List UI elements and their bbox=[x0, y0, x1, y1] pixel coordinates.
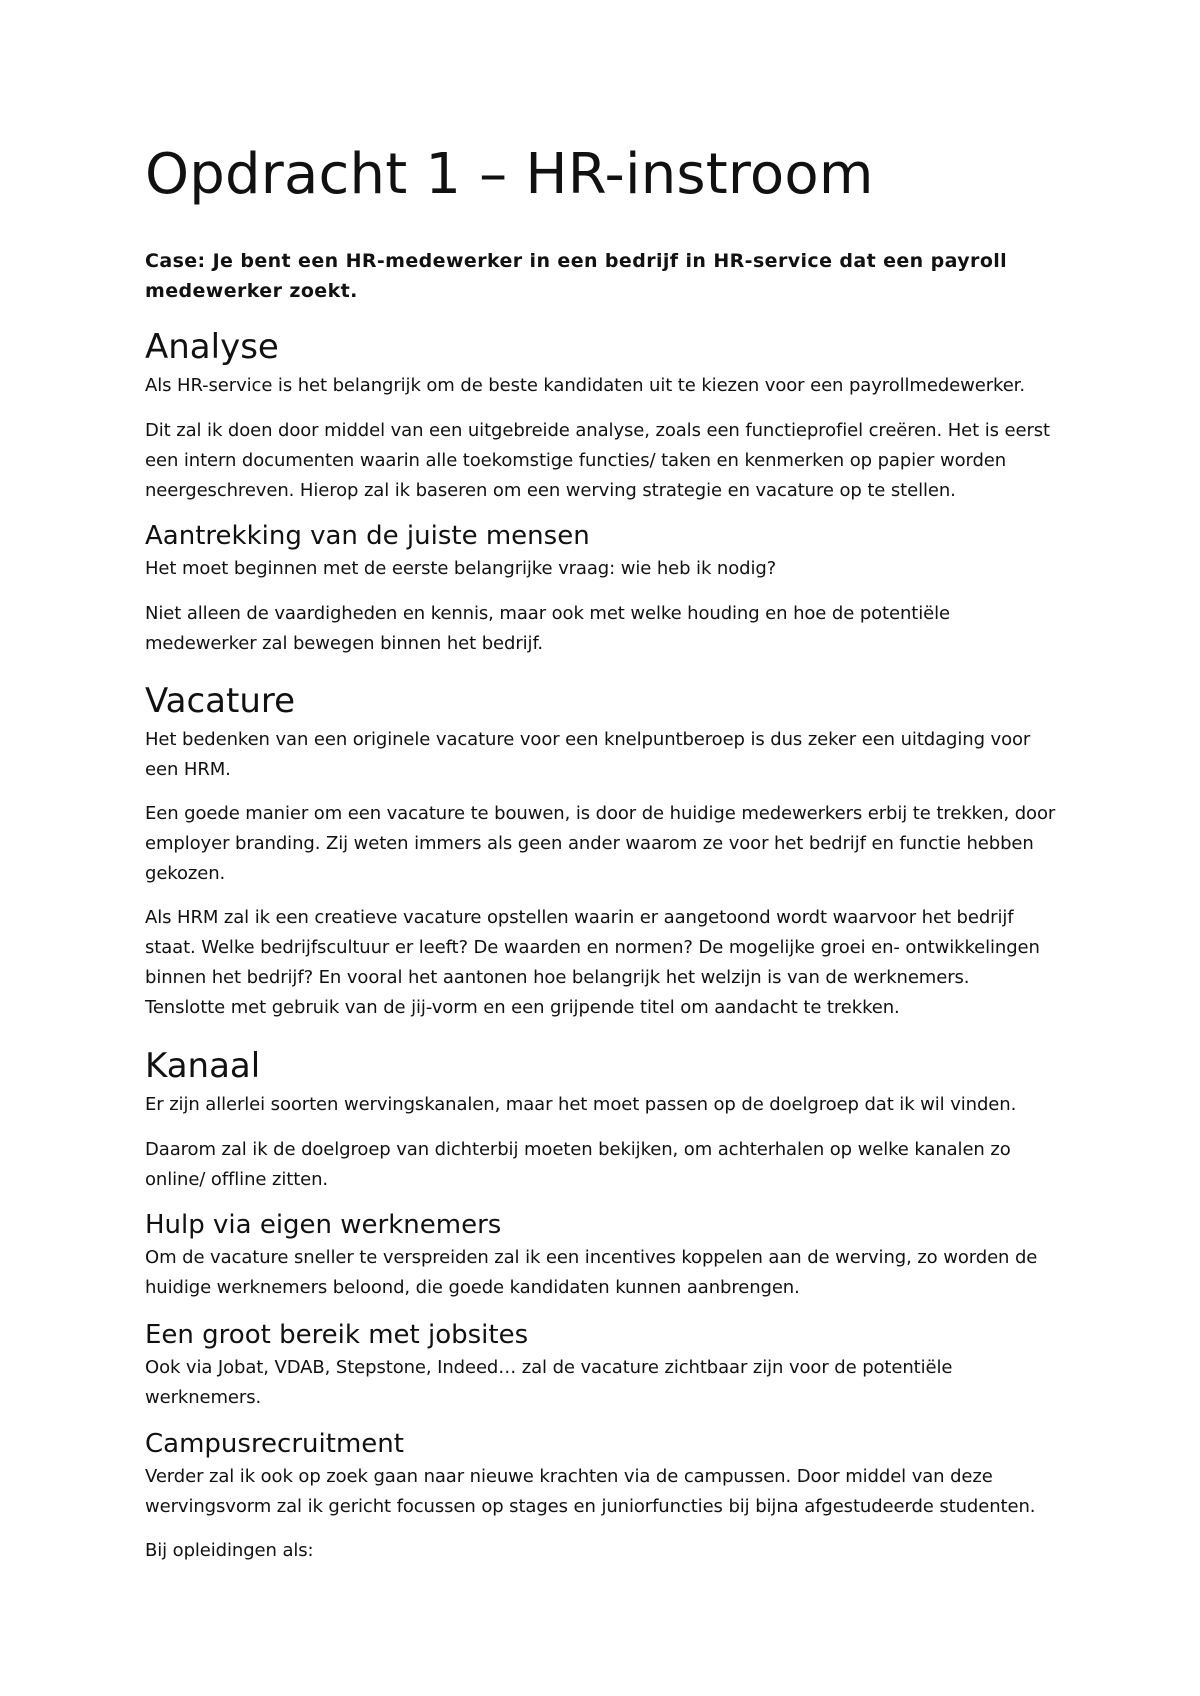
paragraph bbox=[145, 1135, 1075, 1195]
paragraph-line: Verder zal ik ook op zoek gaan naar nieuwe krachten via de campussen. Door middel van deze bbox=[145, 1466, 993, 1487]
paragraph bbox=[145, 371, 1075, 401]
case-line: Case: Je bent een HR-medewerker in een bedrijf in HR-service dat een payroll bbox=[145, 250, 1008, 272]
paragraph-line: staat. Welke bedrijfscultuur er leeft? De waarden en normen? De mogelijke groei en- ontwikkelingen bbox=[145, 937, 1040, 958]
paragraph bbox=[145, 1536, 1075, 1566]
paragraph bbox=[145, 554, 1075, 584]
paragraph-line: Er zijn allerlei soorten wervingskanalen, maar het moet passen op de doelgroep dat ik wil vinden. bbox=[145, 1094, 1017, 1115]
paragraph-line: Om de vacature sneller te verspreiden zal ik een incentives koppelen aan de werving, zo worden de bbox=[145, 1247, 1038, 1268]
section-heading-jobsites: Een groot bereik met jobsites bbox=[145, 1320, 529, 1350]
paragraph-line: werknemers. bbox=[145, 1387, 262, 1408]
paragraph-line: neergeschreven. Hierop zal ik baseren om een werving strategie en vacature op te stellen. bbox=[145, 480, 956, 501]
section-heading-aantrekking: Aantrekking van de juiste mensen bbox=[145, 521, 590, 551]
document-title: Opdracht 1 – HR-instroom bbox=[145, 142, 874, 207]
section-heading-kanaal: Kanaal bbox=[145, 1046, 261, 1086]
paragraph bbox=[145, 416, 1075, 506]
paragraph-line: binnen het bedrijf? En vooral het aantonen hoe belangrijk het welzijn is van de werknemers. bbox=[145, 967, 970, 988]
paragraph-line: Het moet beginnen met de eerste belangrijke vraag: wie heb ik nodig? bbox=[145, 558, 777, 579]
paragraph-line: Bij opleidingen als: bbox=[145, 1540, 314, 1561]
paragraph bbox=[145, 725, 1075, 785]
paragraph bbox=[145, 1243, 1075, 1303]
paragraph bbox=[145, 799, 1075, 889]
paragraph bbox=[145, 903, 1075, 1023]
section-heading-campusrecruitment: Campusrecruitment bbox=[145, 1429, 404, 1459]
paragraph bbox=[145, 1090, 1075, 1120]
paragraph-line: Het bedenken van een originele vacature voor een knelpuntberoep is dus zeker een uitdaging voor bbox=[145, 729, 1031, 750]
paragraph bbox=[145, 1353, 1075, 1413]
paragraph bbox=[145, 1462, 1075, 1522]
paragraph-line: een HRM. bbox=[145, 759, 231, 780]
paragraph-line: een intern documenten waarin alle toekomstige functies/ taken en kenmerken op papier worden bbox=[145, 450, 1007, 471]
case-line: medewerker zoekt. bbox=[145, 280, 358, 302]
paragraph-line: medewerker zal bewegen binnen het bedrijf. bbox=[145, 633, 543, 654]
paragraph-line: Tenslotte met gebruik van de jij-vorm en een grijpende titel om aandacht te trekken. bbox=[145, 997, 900, 1018]
paragraph-line: huidige werknemers beloond, die goede kandidaten kunnen aanbrengen. bbox=[145, 1277, 800, 1298]
paragraph-line: Niet alleen de vaardigheden en kennis, maar ook met welke houding en hoe de potentiële bbox=[145, 603, 951, 624]
paragraph-line: wervingsvorm zal ik gericht focussen op stages en juniorfuncties bij bijna afgestudeerde studenten. bbox=[145, 1496, 1036, 1517]
paragraph-line: gekozen. bbox=[145, 863, 226, 884]
paragraph-line: Daarom zal ik de doelgroep van dichterbij moeten bekijken, om achterhalen op welke kanalen zo bbox=[145, 1139, 1011, 1160]
paragraph-line: Een goede manier om een vacature te bouwen, is door de huidige medewerkers erbij te trekken, door bbox=[145, 803, 1056, 824]
paragraph-line: Als HRM zal ik een creatieve vacature opstellen waarin er aangetoond wordt waarvoor het bedrijf bbox=[145, 907, 1014, 928]
paragraph-line: Dit zal ik doen door middel van een uitgebreide analyse, zoals een functieprofiel creëren. Het is eerst bbox=[145, 420, 1050, 441]
section-heading-vacature: Vacature bbox=[145, 681, 296, 721]
paragraph-line: online/ offline zitten. bbox=[145, 1169, 329, 1190]
paragraph bbox=[145, 599, 1075, 659]
section-heading-hulp-via-eigen-werknemers: Hulp via eigen werknemers bbox=[145, 1210, 502, 1240]
paragraph-line: Ook via Jobat, VDAB, Stepstone, Indeed… zal de vacature zichtbaar zijn voor de potentiële bbox=[145, 1357, 953, 1378]
paragraph-line: Als HR-service is het belangrijk om de beste kandidaten uit te kiezen voor een payrollmedewerker. bbox=[145, 375, 1025, 396]
section-heading-analyse: Analyse bbox=[145, 327, 279, 367]
paragraph-line: employer branding. Zij weten immers als geen ander waarom ze voor het bedrijf en functie hebben bbox=[145, 833, 1034, 854]
case-description bbox=[145, 246, 1045, 306]
